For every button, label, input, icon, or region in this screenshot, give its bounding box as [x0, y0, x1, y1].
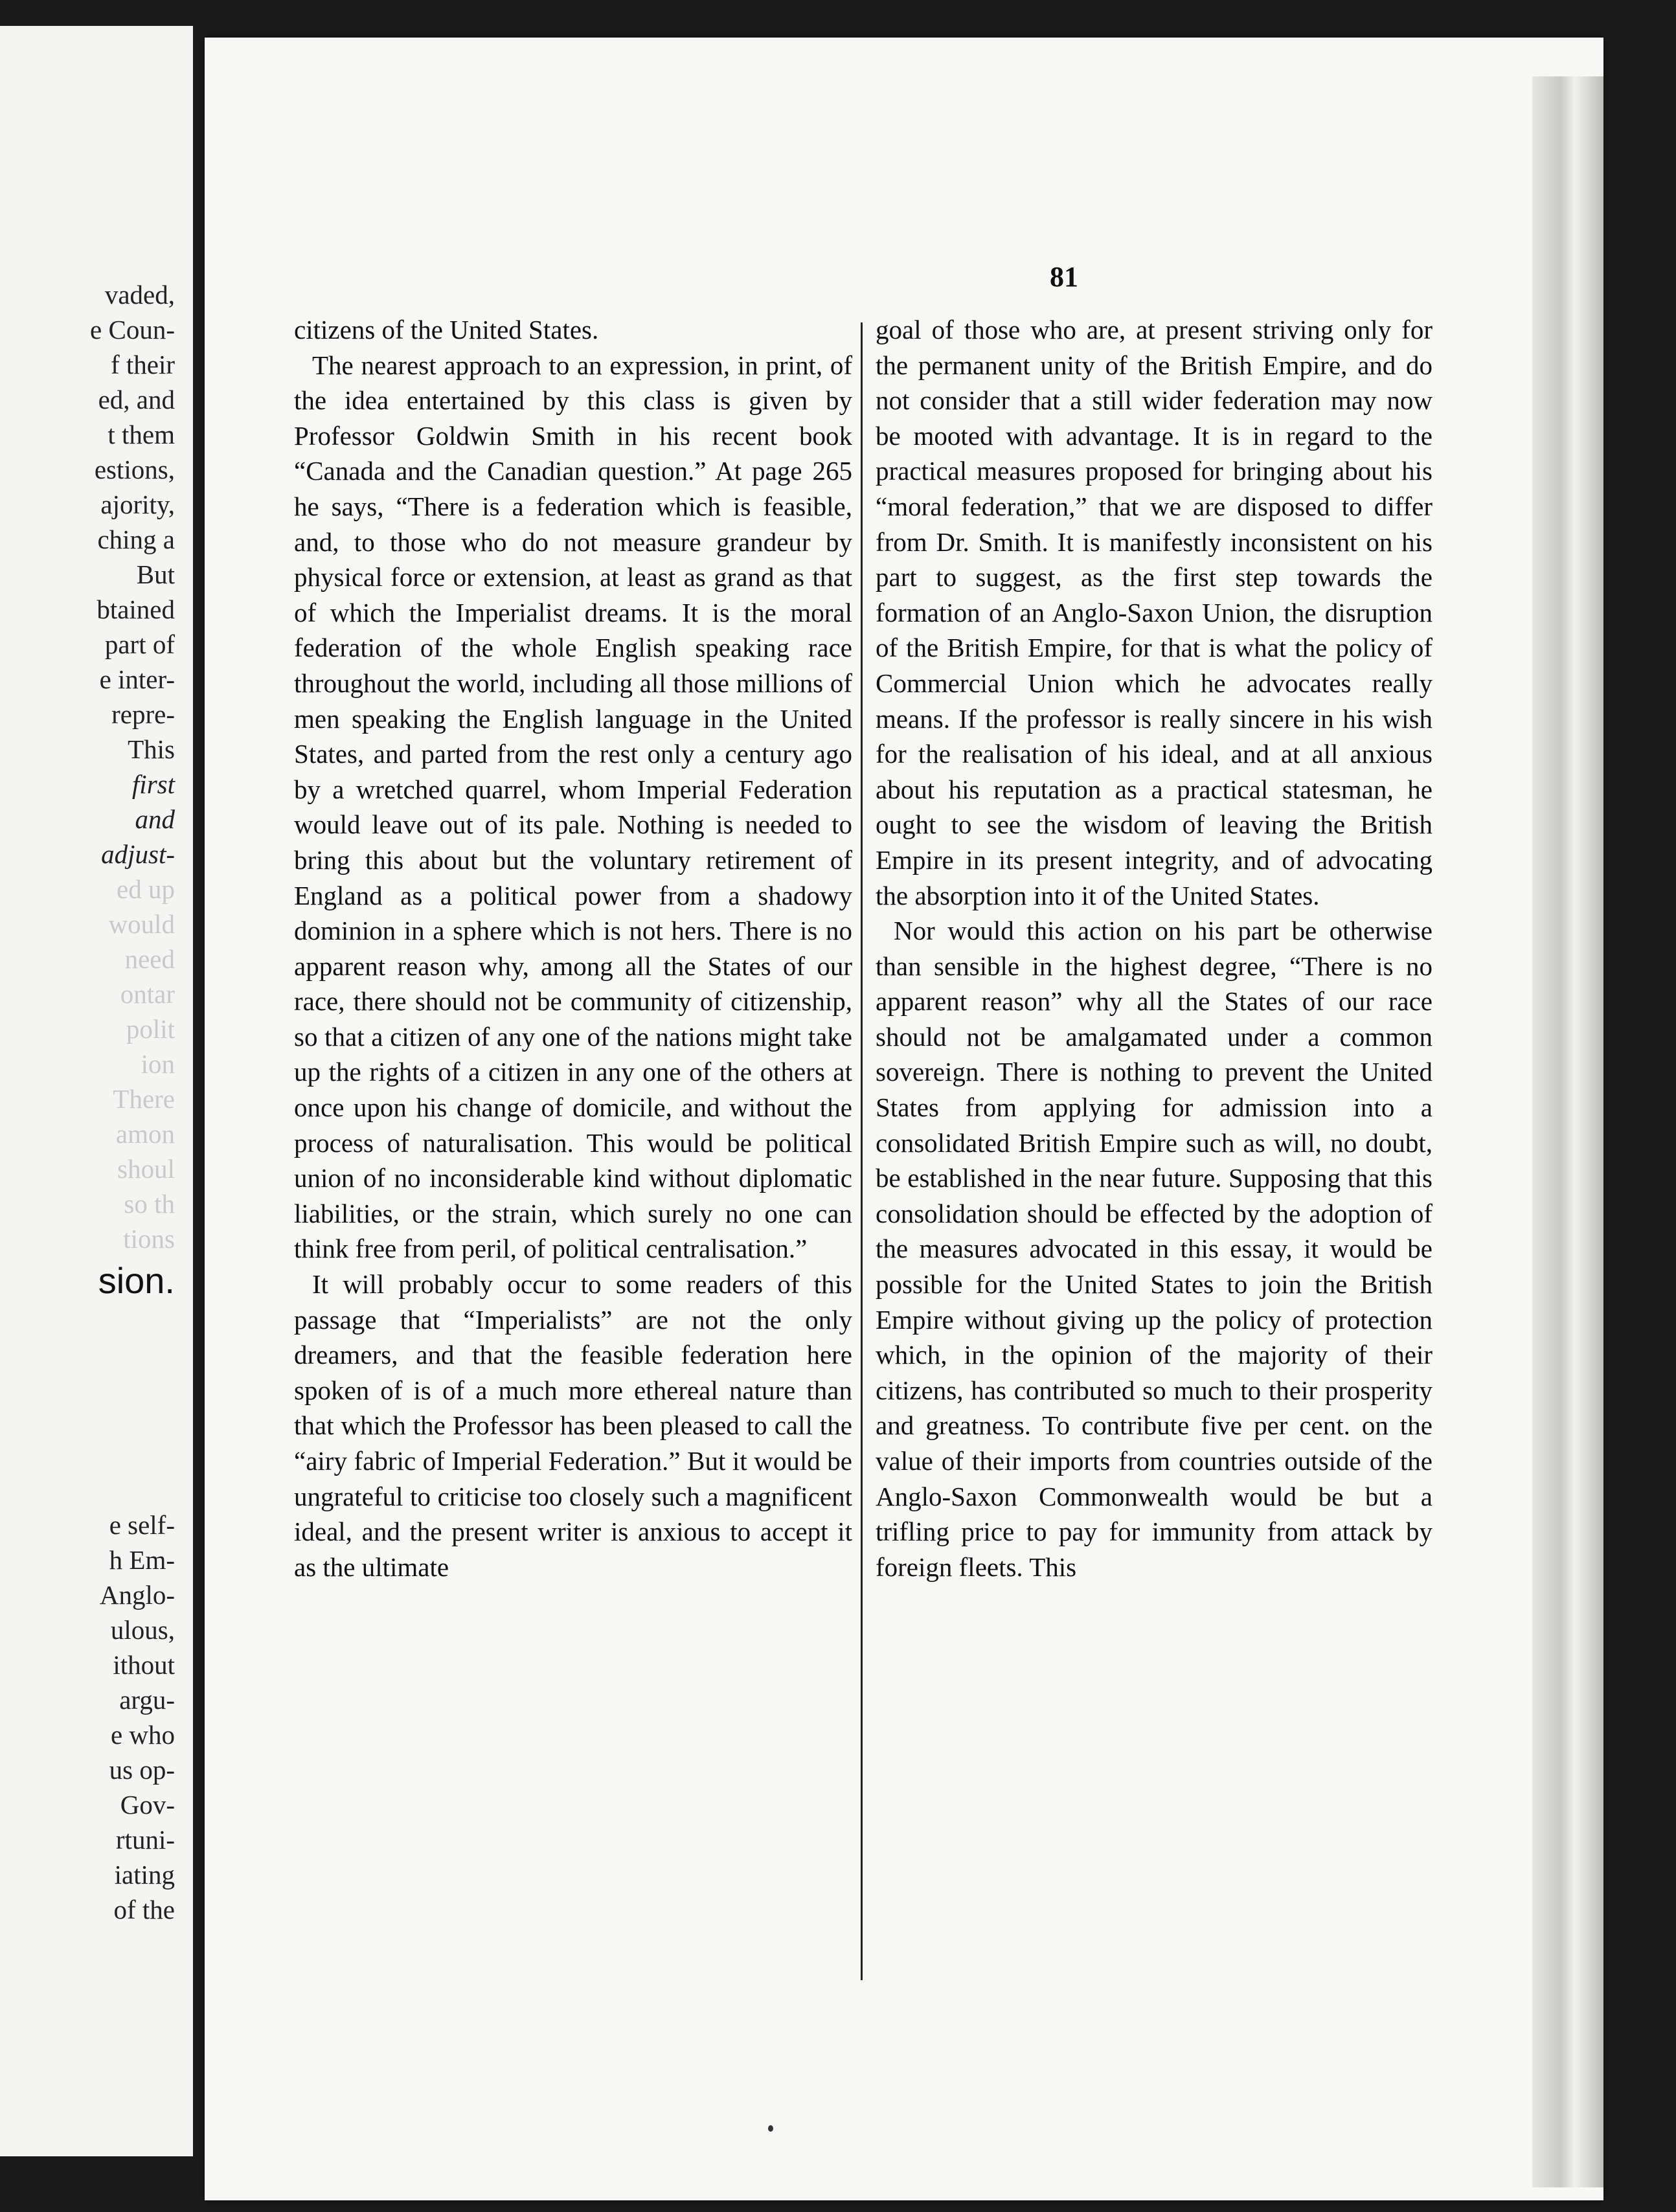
paragraph: The nearest approach to an expression, in print, of the idea entertained by this class is given by Professor Goldwin Smith in his recent book “Canada and the Canadian question.” At page 265 he says, “There is a federation which is feasible, and, to those who do not measure grandeur by physical force or extension, at least as grand as that of which the Imperialist dreams. It is the moral federation of the whole English speaking race throughout the world, including all those millions of men speaking the English language in the United States, and parted from the rest only a century ago by a wretched quarrel, whom Imperial Federation would leave out of its pale. Nothing is needed to bring this about but the voluntary retirement of England as a political power from a shadowy dominion in a sphere which is not hers. There is no apparent reason why, among all the States of our race, there should not be community of citizenship, so that a citizen of any one of the nations might take up the rights of a citizen in any one of the others at once upon his change of domicile, and without the process of naturalisation. This would be political union of no inconsiderable kind without diplomatic liabilities, or the strain, which surely no one can think free from peril, of political centralisation.”	[294, 350, 852, 1264]
left-fragment-line: btained	[96, 594, 175, 624]
left-fragment-line: part of	[104, 629, 175, 659]
left-ghost-line: so th	[124, 1189, 175, 1219]
left-fragment-line: iating	[114, 1860, 175, 1890]
left-ghost-line: amon	[115, 1119, 175, 1149]
left-fragment-line: adjust-	[101, 839, 175, 869]
right-text-column	[876, 312, 1433, 1585]
paragraph: Nor would this action on his part be otherwise than sensible in the highest degree, “There is no apparent reason” why all the States of our race should not be amalgamated under a common sovereign. There is nothing to prevent the United States from applying for admission into a consolidated British Empire such as will, no doubt, be established in the near future. Supposing that this consolidation should be effected by the adoption of the measures advocated in this essay, it would be possible for the United States to join the British Empire without giving up the policy of protection which, in the opinion of the majority of their citizens, has contributed so much to their prosperity and greatness. To contribute five per cent. on the value of their imports from countries outside of the Anglo-Saxon Commonwealth would be but a trifling price to pay for immunity from attack by foreign fleets. This	[876, 916, 1433, 1582]
left-fragment-line: ulous,	[110, 1615, 175, 1645]
left-fragment-line: But	[136, 559, 175, 589]
page-number: 81	[1050, 261, 1078, 293]
left-fragment-line: ithout	[113, 1650, 175, 1680]
left-ghost-line: There	[113, 1084, 175, 1114]
left-fragment-line: Gov-	[120, 1790, 175, 1820]
left-ghost-line: ion	[141, 1049, 175, 1079]
left-fragment-line: of the	[113, 1895, 175, 1924]
left-ghost-line: ed up	[117, 874, 175, 904]
left-fragment-line: repre-	[111, 699, 175, 729]
left-fragment-line: e who	[110, 1720, 175, 1750]
left-fragment-line: argu-	[119, 1685, 175, 1715]
left-ghost-line: shoul	[117, 1154, 175, 1184]
page-edge-shading	[1532, 76, 1603, 2187]
paragraph: It will probably occur to some readers of this passage that “Imperialists” are not the only dreamers, and that the feasible federation here spoken of is of a much more ethereal nature than that which the Professor has been pleased to call the “airy fabric of Imperial Federation.” But it would be ungrateful to criticise too closely such a magnificent ideal, and the present writer is anxious to accept it as the ultimate	[294, 1269, 852, 1582]
left-ghost-line: would	[108, 909, 175, 939]
ink-speck	[768, 2125, 773, 2132]
left-fragment-line: ajority,	[100, 490, 175, 519]
paragraph: citizens of the United States.	[294, 315, 599, 344]
left-fragment-line: e inter-	[99, 664, 175, 694]
left-fragment-line: e self-	[109, 1510, 175, 1540]
left-fragment-line: vaded,	[104, 280, 175, 310]
previous-page-fragment	[0, 26, 193, 2156]
left-fragment-line: f their	[110, 350, 175, 379]
paragraph: goal of those who are, at present striving only for the permanent unity of the British Empire, and do not consider that a still wider federation may now be mooted with advantage. It is in regard to the practical measures proposed for bringing about his “moral federation,” that we are disposed to differ from Dr. Smith. It is manifestly inconsistent on his part to suggest, as the first step towards the formation of an Anglo-Saxon Union, the disruption of the British Empire, for that is what the policy of Commercial Union which he advocates really means. If the professor is really sincere in his wish for the realisation of his ideal, and at all anxious about his reputation as a practical statesman, he ought to see the wisdom of leaving the British Empire in its present integrity, and of advocating the absorption into it of the United States.	[876, 315, 1433, 910]
left-ghost-line: polit	[126, 1014, 175, 1044]
left-fragment-line: estions,	[94, 455, 175, 484]
left-ghost-line: ontar	[120, 979, 175, 1009]
left-fragment-line: ed, and	[98, 385, 175, 414]
left-fragment-line: ching a	[97, 525, 175, 554]
book-page	[205, 38, 1603, 2200]
left-text-column	[294, 312, 852, 1585]
left-fragment-line: first	[131, 769, 175, 799]
left-section-heading-fragment: sion.	[98, 1260, 175, 1301]
left-fragment-line: e Coun-	[90, 315, 175, 344]
left-fragment-line: This	[128, 734, 175, 764]
left-fragment-line: us op-	[109, 1755, 175, 1785]
left-fragment-line: and	[135, 804, 175, 834]
left-fragment-line: Anglo-	[99, 1580, 175, 1610]
left-fragment-line: h Em-	[109, 1545, 175, 1575]
left-fragment-line: t them	[108, 420, 175, 449]
left-ghost-line: need	[124, 944, 175, 974]
column-divider	[861, 322, 863, 1980]
left-ghost-line: tions	[123, 1224, 175, 1254]
left-fragment-line: rtuni-	[115, 1825, 175, 1855]
